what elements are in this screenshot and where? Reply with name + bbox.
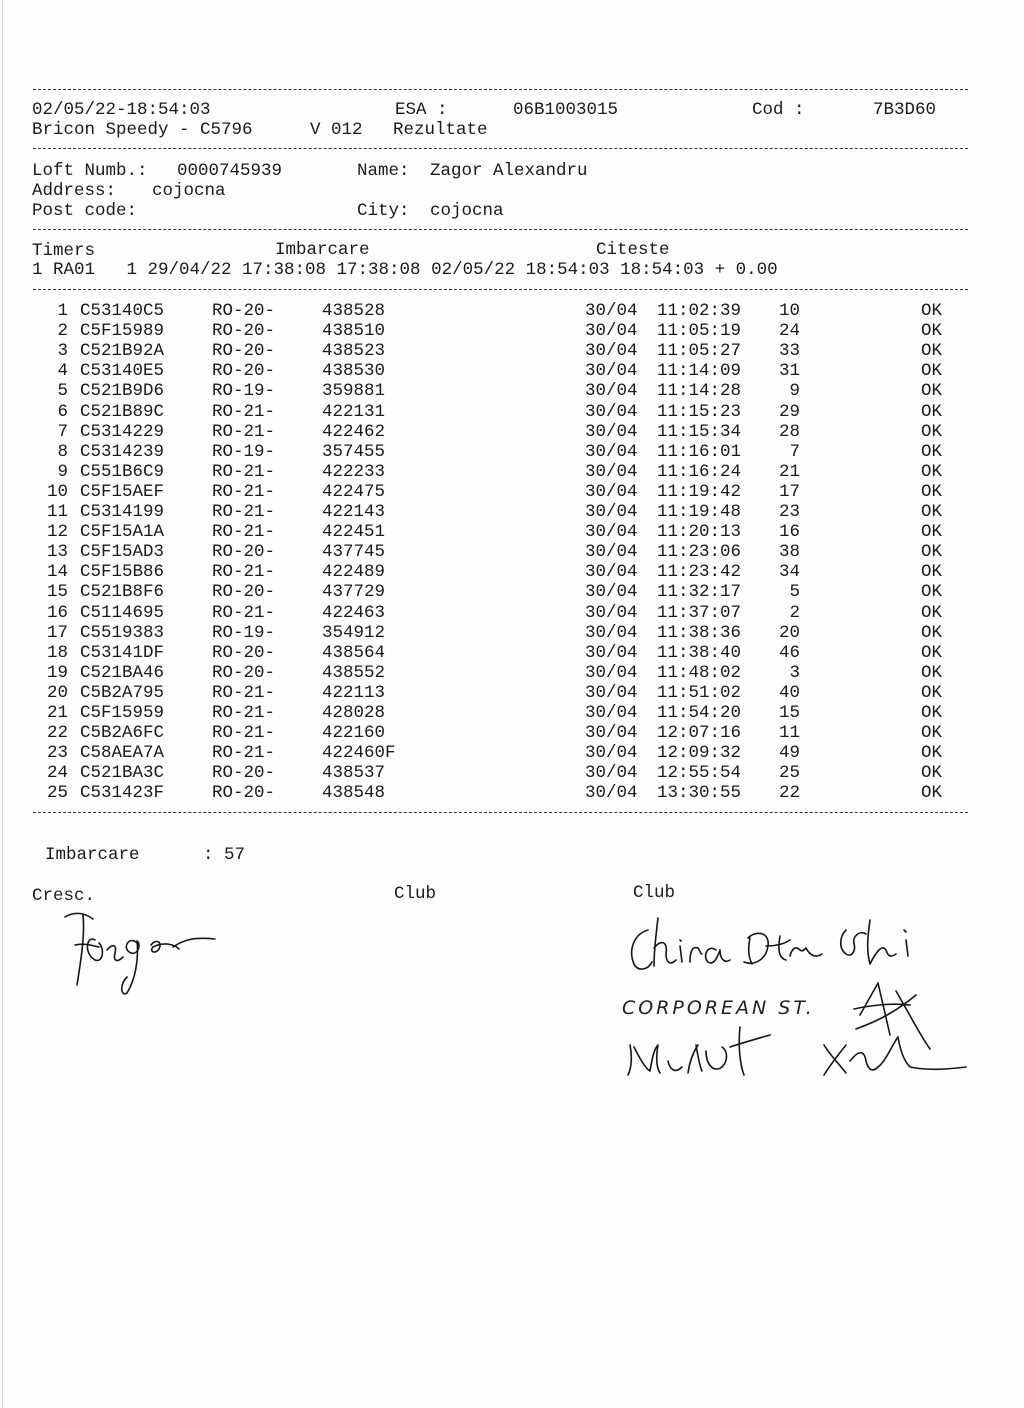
result-ring-number: 359881 — [322, 381, 386, 402]
result-arrival-date: 30/04 — [585, 401, 638, 422]
result-ring-number: 422460F — [322, 743, 396, 764]
result-ring-prefix: RO-20- — [212, 542, 276, 563]
handwritten-note: CORPOREAN ST. — [622, 997, 815, 1019]
table-row — [0, 562, 1024, 582]
city-label: City: — [357, 201, 410, 221]
imbarcare-total-label: Imbarcare — [45, 845, 140, 865]
table-row — [0, 683, 1024, 703]
result-ring-code: C5114695 — [80, 602, 165, 623]
result-arrival-date: 30/04 — [585, 522, 638, 543]
result-status: OK — [921, 582, 943, 603]
result-ring-number: 438530 — [322, 361, 386, 382]
club-signature-1 — [620, 900, 950, 985]
result-place: 5 — [57, 381, 68, 402]
result-ring-prefix: RO-21- — [212, 743, 276, 764]
result-ref: 29 — [778, 401, 800, 422]
table-row — [0, 301, 1024, 321]
result-arrival-time: 11:32:17 — [657, 582, 742, 603]
result-ring-code: C5314239 — [80, 441, 165, 462]
result-ring-prefix: RO-20- — [212, 783, 276, 804]
result-arrival-date: 30/04 — [585, 542, 638, 563]
result-ring-code: C521B92A — [80, 341, 165, 362]
result-status: OK — [921, 602, 943, 623]
result-status: OK — [921, 763, 943, 784]
imbarcare-total-value: : 57 — [203, 845, 246, 865]
table-row — [0, 321, 1024, 341]
result-arrival-date: 30/04 — [585, 421, 638, 442]
result-ring-number: 438510 — [322, 321, 386, 342]
result-ring-prefix: RO-20- — [212, 763, 276, 784]
result-arrival-date: 30/04 — [585, 622, 638, 643]
result-ref: 10 — [778, 301, 800, 321]
result-arrival-time: 12:09:32 — [657, 743, 742, 764]
result-ref: 28 — [778, 421, 800, 442]
result-status: OK — [921, 361, 943, 382]
result-ref: 20 — [778, 622, 800, 643]
timer-row: 1 RA01 1 29/04/22 17:38:08 17:38:08 02/05/22 18:54:03 18:54:03 + 0.00 — [32, 260, 778, 280]
result-arrival-time: 11:38:36 — [657, 622, 742, 643]
result-status: OK — [921, 682, 943, 703]
result-ring-prefix: RO-21- — [212, 723, 276, 744]
result-status: OK — [921, 662, 943, 683]
table-row — [0, 502, 1024, 522]
result-arrival-date: 30/04 — [585, 441, 638, 462]
esa-value: 06B1003015 — [513, 100, 619, 120]
result-status: OK — [921, 301, 943, 321]
result-arrival-time: 11:23:42 — [657, 562, 742, 583]
table-row — [0, 402, 1024, 422]
result-arrival-date: 30/04 — [585, 361, 638, 382]
cod-label: Cod : — [752, 100, 805, 120]
result-ring-number: 422160 — [322, 723, 386, 744]
result-ref: 21 — [778, 461, 800, 482]
table-row — [0, 462, 1024, 482]
city-value: cojocna — [430, 201, 504, 221]
result-status: OK — [921, 341, 943, 362]
report-type: Rezultate — [393, 120, 488, 140]
table-row — [0, 381, 1024, 401]
result-ring-prefix: RO-20- — [212, 642, 276, 663]
result-ring-number: 437729 — [322, 582, 386, 603]
table-row — [0, 623, 1024, 643]
result-ring-code: C5314229 — [80, 421, 165, 442]
result-place: 24 — [46, 763, 68, 784]
result-ref: 5 — [789, 582, 800, 603]
result-place: 7 — [57, 421, 68, 442]
result-ring-prefix: RO-21- — [212, 421, 276, 442]
divider — [33, 812, 968, 813]
result-ring-code: C53140E5 — [80, 361, 165, 382]
result-status: OK — [921, 562, 943, 583]
result-ring-code: C5F15B86 — [80, 562, 165, 583]
result-ring-code: C521BA3C — [80, 763, 165, 784]
result-place: 12 — [46, 522, 68, 543]
table-row — [0, 663, 1024, 683]
result-place: 4 — [57, 361, 68, 382]
result-arrival-time: 11:14:28 — [657, 381, 742, 402]
result-place: 19 — [46, 662, 68, 683]
result-ring-number: 438564 — [322, 642, 386, 663]
result-place: 17 — [46, 622, 68, 643]
result-ring-number: 422143 — [322, 502, 386, 522]
result-arrival-time: 11:05:27 — [657, 341, 742, 362]
result-arrival-time: 11:15:34 — [657, 421, 742, 442]
result-place: 11 — [46, 502, 68, 522]
result-ring-number: 422462 — [322, 421, 386, 442]
imbarcare-label: Imbarcare — [275, 240, 370, 260]
result-arrival-date: 30/04 — [585, 662, 638, 683]
result-arrival-time: 11:38:40 — [657, 642, 742, 663]
result-place: 15 — [46, 582, 68, 603]
version: V 012 — [310, 120, 363, 140]
result-arrival-date: 30/04 — [585, 321, 638, 342]
table-row — [0, 442, 1024, 462]
club-label-2: Club — [633, 883, 676, 903]
result-ref: 17 — [778, 481, 800, 502]
result-ring-code: C5F15A1A — [80, 522, 165, 543]
result-ref: 15 — [778, 703, 800, 723]
result-status: OK — [921, 522, 943, 543]
result-ref: 49 — [778, 743, 800, 764]
result-ref: 23 — [778, 502, 800, 522]
result-arrival-date: 30/04 — [585, 481, 638, 502]
result-ring-prefix: RO-21- — [212, 481, 276, 502]
result-ring-number: 354912 — [322, 622, 386, 643]
result-place: 23 — [46, 743, 68, 764]
result-arrival-date: 30/04 — [585, 562, 638, 583]
result-ring-code: C5314199 — [80, 502, 165, 522]
result-arrival-date: 30/04 — [585, 461, 638, 482]
table-row — [0, 361, 1024, 381]
result-place: 14 — [46, 562, 68, 583]
citeste-label: Citeste — [596, 240, 670, 260]
result-ring-code: C5F15959 — [80, 703, 165, 723]
result-place: 9 — [57, 461, 68, 482]
table-row — [0, 643, 1024, 663]
result-ring-prefix: RO-19- — [212, 381, 276, 402]
result-place: 21 — [46, 703, 68, 723]
divider — [33, 148, 968, 149]
result-arrival-date: 30/04 — [585, 642, 638, 663]
result-ring-number: 438552 — [322, 662, 386, 683]
result-ref: 22 — [778, 783, 800, 804]
result-arrival-time: 11:19:42 — [657, 481, 742, 502]
result-ref: 33 — [778, 341, 800, 362]
result-arrival-time: 11:51:02 — [657, 682, 742, 703]
result-ref: 16 — [778, 522, 800, 543]
result-arrival-time: 11:16:24 — [657, 461, 742, 482]
result-ring-number: 422451 — [322, 522, 386, 543]
result-ring-prefix: RO-20- — [212, 321, 276, 342]
result-arrival-time: 11:54:20 — [657, 703, 742, 723]
result-place: 20 — [46, 682, 68, 703]
table-row — [0, 743, 1024, 763]
result-ring-code: C521BA46 — [80, 662, 165, 683]
result-arrival-time: 11:14:09 — [657, 361, 742, 382]
result-arrival-date: 30/04 — [585, 703, 638, 723]
result-arrival-date: 30/04 — [585, 602, 638, 623]
result-ring-number: 422475 — [322, 481, 386, 502]
result-ref: 24 — [778, 321, 800, 342]
result-ring-code: C5B2A6FC — [80, 723, 165, 744]
result-ring-code: C5F15AD3 — [80, 542, 165, 563]
result-place: 8 — [57, 441, 68, 462]
table-row — [0, 783, 1024, 803]
result-status: OK — [921, 441, 943, 462]
result-arrival-time: 11:15:23 — [657, 401, 742, 422]
result-ring-number: 357455 — [322, 441, 386, 462]
result-ring-prefix: RO-20- — [212, 361, 276, 382]
result-place: 16 — [46, 602, 68, 623]
result-place: 6 — [57, 401, 68, 422]
result-ring-code: C531423F — [80, 783, 165, 804]
result-ring-code: C5B2A795 — [80, 682, 165, 703]
report-datetime: 02/05/22-18:54:03 — [32, 100, 211, 120]
result-ring-number: 438523 — [322, 341, 386, 362]
result-arrival-date: 30/04 — [585, 341, 638, 362]
result-ring-number: 438537 — [322, 763, 386, 784]
result-ring-prefix: RO-19- — [212, 441, 276, 462]
result-place: 1 — [57, 301, 68, 321]
result-status: OK — [921, 381, 943, 402]
result-ref: 2 — [789, 602, 800, 623]
result-arrival-time: 12:07:16 — [657, 723, 742, 744]
result-ref: 40 — [778, 682, 800, 703]
result-ring-prefix: RO-21- — [212, 522, 276, 543]
result-arrival-time: 11:02:39 — [657, 301, 742, 321]
result-arrival-time: 11:23:06 — [657, 542, 742, 563]
address-label: Address: — [32, 181, 117, 201]
result-status: OK — [921, 401, 943, 422]
fancier-name: Zagor Alexandru — [430, 161, 588, 181]
result-ring-number: 422463 — [322, 602, 386, 623]
table-row — [0, 542, 1024, 562]
result-ring-number: 438548 — [322, 783, 386, 804]
result-ring-number: 422113 — [322, 682, 386, 703]
result-arrival-date: 30/04 — [585, 301, 638, 321]
result-ring-prefix: RO-21- — [212, 502, 276, 522]
result-ring-prefix: RO-21- — [212, 703, 276, 723]
result-ring-code: C58AEA7A — [80, 743, 165, 764]
result-status: OK — [921, 642, 943, 663]
result-place: 18 — [46, 642, 68, 663]
result-ring-code: C53140C5 — [80, 301, 165, 321]
result-ring-number: 437745 — [322, 542, 386, 563]
result-ref: 7 — [789, 441, 800, 462]
result-status: OK — [921, 461, 943, 482]
table-row — [0, 703, 1024, 723]
result-arrival-time: 11:48:02 — [657, 662, 742, 683]
result-status: OK — [921, 723, 943, 744]
result-place: 2 — [57, 321, 68, 342]
table-row — [0, 763, 1024, 783]
result-ring-code: C521B9D6 — [80, 381, 165, 402]
result-arrival-date: 30/04 — [585, 381, 638, 402]
result-ring-code: C5F15989 — [80, 321, 165, 342]
result-ring-prefix: RO-20- — [212, 301, 276, 321]
result-arrival-date: 30/04 — [585, 582, 638, 603]
result-ring-number: 422489 — [322, 562, 386, 583]
result-ring-prefix: RO-21- — [212, 461, 276, 482]
result-ring-code: C5F15AEF — [80, 481, 165, 502]
result-ring-prefix: RO-20- — [212, 341, 276, 362]
result-ref: 46 — [778, 642, 800, 663]
result-status: OK — [921, 783, 943, 804]
result-ring-number: 422233 — [322, 461, 386, 482]
result-place: 10 — [46, 481, 68, 502]
address-value: cojocna — [152, 181, 226, 201]
result-place: 25 — [46, 783, 68, 804]
table-row — [0, 482, 1024, 502]
divider — [33, 289, 968, 290]
result-arrival-date: 30/04 — [585, 723, 638, 744]
result-ring-code: C521B89C — [80, 401, 165, 422]
result-ring-prefix: RO-21- — [212, 682, 276, 703]
table-row — [0, 341, 1024, 361]
club-label-1: Club — [394, 884, 437, 904]
result-ring-prefix: RO-21- — [212, 602, 276, 623]
result-arrival-time: 11:16:01 — [657, 441, 742, 462]
esa-label: ESA : — [395, 100, 448, 120]
result-arrival-date: 30/04 — [585, 763, 638, 784]
club-signature-2 — [610, 975, 970, 1085]
result-status: OK — [921, 481, 943, 502]
postcode-label: Post code: — [32, 201, 138, 221]
result-ring-prefix: RO-20- — [212, 662, 276, 683]
result-ring-code: C551B6C9 — [80, 461, 165, 482]
divider — [33, 229, 968, 230]
result-ring-code: C53141DF — [80, 642, 165, 663]
result-status: OK — [921, 321, 943, 342]
result-ring-number: 438528 — [322, 301, 386, 321]
result-ring-number: 422131 — [322, 401, 386, 422]
result-ref: 38 — [778, 542, 800, 563]
result-ring-prefix: RO-19- — [212, 622, 276, 643]
race-name: Bricon Speedy - C5796 — [32, 120, 253, 140]
cod-value: 7B3D60 — [873, 100, 937, 120]
cresc-label: Cresc. — [32, 886, 96, 906]
result-status: OK — [921, 502, 943, 522]
result-place: 22 — [46, 723, 68, 744]
result-arrival-time: 11:20:13 — [657, 522, 742, 543]
result-ref: 11 — [778, 723, 800, 744]
result-arrival-time: 11:19:48 — [657, 502, 742, 522]
timers-label: Timers — [32, 241, 96, 261]
table-row — [0, 522, 1024, 542]
divider — [33, 89, 968, 90]
result-status: OK — [921, 703, 943, 723]
result-ref: 25 — [778, 763, 800, 784]
result-status: OK — [921, 542, 943, 563]
table-row — [0, 422, 1024, 442]
result-ring-prefix: RO-21- — [212, 401, 276, 422]
result-arrival-time: 11:05:19 — [657, 321, 742, 342]
loft-label: Loft Numb.: — [32, 161, 148, 181]
result-arrival-date: 30/04 — [585, 682, 638, 703]
result-ring-code: C521B8F6 — [80, 582, 165, 603]
result-arrival-date: 30/04 — [585, 502, 638, 522]
result-ring-prefix: RO-21- — [212, 562, 276, 583]
table-row — [0, 603, 1024, 623]
result-arrival-date: 30/04 — [585, 783, 638, 804]
result-ref: 9 — [789, 381, 800, 402]
result-arrival-time: 11:37:07 — [657, 602, 742, 623]
result-ring-number: 428028 — [322, 703, 386, 723]
table-row — [0, 582, 1024, 602]
table-row — [0, 723, 1024, 743]
result-arrival-time: 13:30:55 — [657, 783, 742, 804]
result-ring-code: C5519383 — [80, 622, 165, 643]
result-status: OK — [921, 743, 943, 764]
result-ref: 34 — [778, 562, 800, 583]
result-ref: 31 — [778, 361, 800, 382]
result-arrival-time: 12:55:54 — [657, 763, 742, 784]
result-status: OK — [921, 622, 943, 643]
name-label: Name: — [357, 161, 410, 181]
result-ring-prefix: RO-20- — [212, 582, 276, 603]
cresc-signature — [55, 905, 235, 1000]
result-place: 13 — [46, 542, 68, 563]
result-arrival-date: 30/04 — [585, 743, 638, 764]
result-place: 3 — [57, 341, 68, 362]
loft-number: 0000745939 — [177, 161, 283, 181]
result-status: OK — [921, 421, 943, 442]
result-ref: 3 — [789, 662, 800, 683]
